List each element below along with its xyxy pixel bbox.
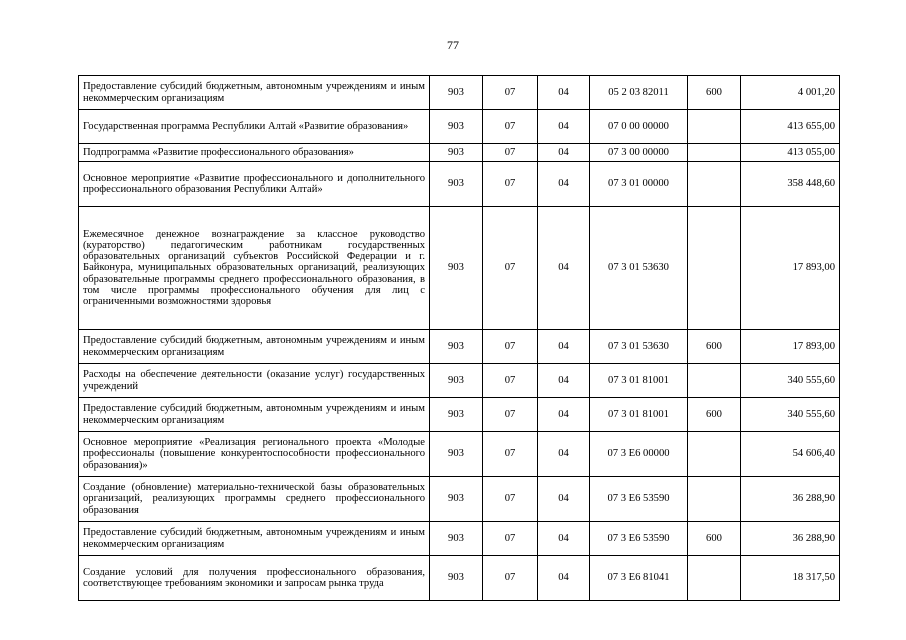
row-section: 07 xyxy=(483,162,538,207)
row-target-code: 07 3 Е6 00000 xyxy=(590,432,688,477)
row-expense-type: 600 xyxy=(688,522,741,556)
row-target-code: 07 3 01 81001 xyxy=(590,398,688,432)
row-expense-type: 600 xyxy=(688,330,741,364)
table-row xyxy=(79,76,840,110)
row-expense-type xyxy=(688,556,741,601)
row-subsection: 04 xyxy=(538,477,590,522)
row-expense-type xyxy=(688,432,741,477)
row-subsection: 04 xyxy=(538,162,590,207)
row-amount: 54 606,40 xyxy=(741,432,840,477)
table-row xyxy=(79,556,840,601)
row-admin-code: 903 xyxy=(430,110,483,144)
row-amount: 36 288,90 xyxy=(741,522,840,556)
row-amount: 17 893,00 xyxy=(741,330,840,364)
row-expense-type xyxy=(688,477,741,522)
row-subsection: 04 xyxy=(538,330,590,364)
table-row xyxy=(79,110,840,144)
row-name: Ежемесячное денежное вознаграждение за классное руководство (кураторство) педагогическим работникам государственных образовательных организаций субъектов Российской Федерации и г. Байконура, муниципальных образовательных организаций, реализующих образовательные программы среднего профессионального образования, в том числе программы профессионального обучения для лиц с ограниченными возможностями здоровья xyxy=(79,207,430,330)
row-section: 07 xyxy=(483,364,538,398)
row-amount: 17 893,00 xyxy=(741,207,840,330)
row-subsection: 04 xyxy=(538,364,590,398)
table-row xyxy=(79,207,840,330)
row-admin-code: 903 xyxy=(430,207,483,330)
row-admin-code: 903 xyxy=(430,398,483,432)
row-name: Предоставление субсидий бюджетным, автономным учреждениям и иным некоммерческим организациям xyxy=(79,76,430,110)
row-admin-code: 903 xyxy=(430,330,483,364)
table-row xyxy=(79,144,840,162)
row-section: 07 xyxy=(483,522,538,556)
row-target-code: 07 3 01 53630 xyxy=(590,207,688,330)
row-subsection: 04 xyxy=(538,556,590,601)
row-name: Государственная программа Республики Алтай «Развитие образования» xyxy=(79,110,430,144)
row-expense-type xyxy=(688,110,741,144)
table-row xyxy=(79,432,840,477)
row-target-code: 07 0 00 00000 xyxy=(590,110,688,144)
row-subsection: 04 xyxy=(538,144,590,162)
row-name: Предоставление субсидий бюджетным, автономным учреждениям и иным некоммерческим организациям xyxy=(79,330,430,364)
row-amount: 4 001,20 xyxy=(741,76,840,110)
row-admin-code: 903 xyxy=(430,477,483,522)
row-admin-code: 903 xyxy=(430,364,483,398)
row-name: Создание условий для получения профессионального образования, соответствующее требованиям экономики и запросам рынка труда xyxy=(79,556,430,601)
row-name: Расходы на обеспечение деятельности (оказание услуг) государственных учреждений xyxy=(79,364,430,398)
row-section: 07 xyxy=(483,207,538,330)
row-admin-code: 903 xyxy=(430,556,483,601)
row-target-code: 07 3 Е6 53590 xyxy=(590,522,688,556)
row-target-code: 07 3 00 00000 xyxy=(590,144,688,162)
row-admin-code: 903 xyxy=(430,144,483,162)
table-row xyxy=(79,364,840,398)
table-row xyxy=(79,330,840,364)
row-expense-type: 600 xyxy=(688,76,741,110)
row-section: 07 xyxy=(483,330,538,364)
row-section: 07 xyxy=(483,110,538,144)
row-amount: 358 448,60 xyxy=(741,162,840,207)
row-section: 07 xyxy=(483,398,538,432)
row-section: 07 xyxy=(483,144,538,162)
row-target-code: 07 3 01 53630 xyxy=(590,330,688,364)
row-expense-type xyxy=(688,162,741,207)
page-number: 77 xyxy=(447,38,459,52)
row-target-code: 07 3 Е6 53590 xyxy=(590,477,688,522)
row-subsection: 04 xyxy=(538,110,590,144)
table-row xyxy=(79,477,840,522)
row-subsection: 04 xyxy=(538,76,590,110)
row-amount: 340 555,60 xyxy=(741,398,840,432)
row-expense-type xyxy=(688,207,741,330)
table-row xyxy=(79,398,840,432)
row-subsection: 04 xyxy=(538,207,590,330)
row-name: Основное мероприятие «Развитие профессионального и дополнительного профессионального образования Республики Алтай» xyxy=(79,162,430,207)
budget-table xyxy=(78,75,840,601)
row-amount: 18 317,50 xyxy=(741,556,840,601)
row-amount: 413 055,00 xyxy=(741,144,840,162)
row-section: 07 xyxy=(483,477,538,522)
row-amount: 413 655,00 xyxy=(741,110,840,144)
table-row xyxy=(79,522,840,556)
row-name: Предоставление субсидий бюджетным, автономным учреждениям и иным некоммерческим организациям xyxy=(79,398,430,432)
row-subsection: 04 xyxy=(538,432,590,477)
row-admin-code: 903 xyxy=(430,162,483,207)
row-target-code: 07 3 01 00000 xyxy=(590,162,688,207)
row-name: Подпрограмма «Развитие профессионального образования» xyxy=(79,144,430,162)
row-section: 07 xyxy=(483,76,538,110)
row-name: Предоставление субсидий бюджетным, автономным учреждениям и иным некоммерческим организациям xyxy=(79,522,430,556)
row-section: 07 xyxy=(483,432,538,477)
row-admin-code: 903 xyxy=(430,432,483,477)
row-admin-code: 903 xyxy=(430,76,483,110)
row-name: Основное мероприятие «Реализация регионального проекта «Молодые профессионалы (повышение конкурентоспособности профессионального образования)» xyxy=(79,432,430,477)
row-target-code: 05 2 03 82011 xyxy=(590,76,688,110)
row-name: Создание (обновление) материально-технической базы образовательных организаций, реализующих программы среднего профессионального образования xyxy=(79,477,430,522)
row-expense-type xyxy=(688,144,741,162)
row-expense-type xyxy=(688,364,741,398)
row-section: 07 xyxy=(483,556,538,601)
row-target-code: 07 3 Е6 81041 xyxy=(590,556,688,601)
row-expense-type: 600 xyxy=(688,398,741,432)
table-row xyxy=(79,162,840,207)
row-admin-code: 903 xyxy=(430,522,483,556)
row-subsection: 04 xyxy=(538,522,590,556)
row-amount: 340 555,60 xyxy=(741,364,840,398)
row-subsection: 04 xyxy=(538,398,590,432)
row-amount: 36 288,90 xyxy=(741,477,840,522)
row-target-code: 07 3 01 81001 xyxy=(590,364,688,398)
